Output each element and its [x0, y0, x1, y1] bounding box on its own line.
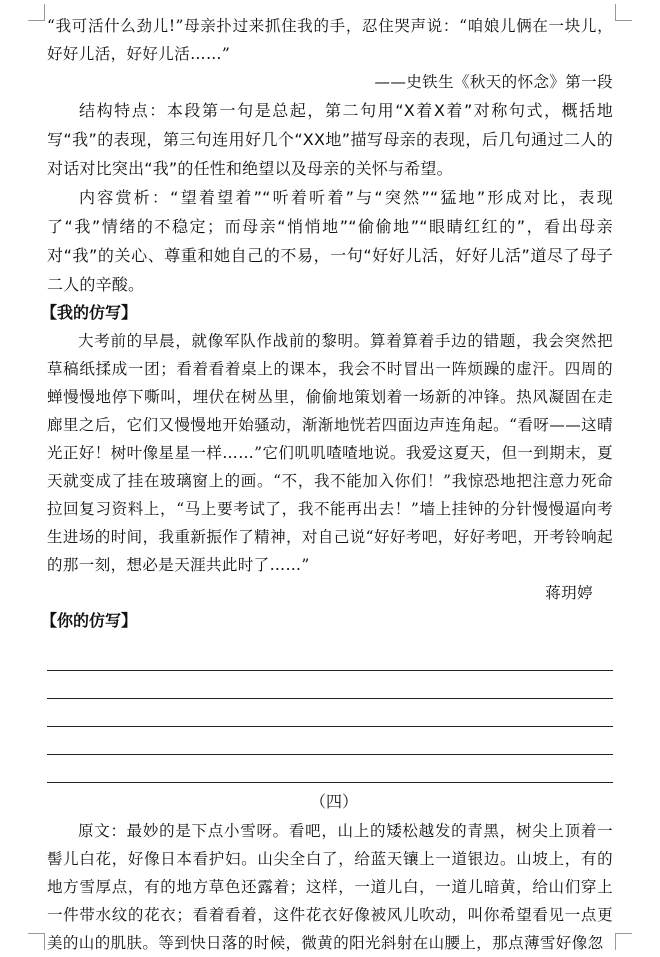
writing-line[interactable]	[47, 671, 613, 699]
quote-text: “我可活什么劲儿!”母亲扑过来抓住我的手，忍住哭声说：“咱娘儿俩在一块儿，好好儿活，好好儿活……”	[47, 17, 613, 63]
structure-note: 结构特点：本段第一句是总起，第二句用“X着X着”对称句式，概括地写“我”的表现，第三句连用好几个“XX地”描写母亲的表现，后几句通过二人的对话对比突出“我”的任性和绝望以及母亲的关怀与希望。	[47, 101, 613, 178]
document-body	[41, 12, 613, 957]
section-four-text: 原文：最妙的是下点小雪呀。看吧，山上的矮松越发的青黑，树尖上顶着一髻儿白花，好像日本看护妇。山尖全白了，给蓝天镶上一道银边。山坡上，有的地方雪厚点，有的地方草色还露着；这样，一道儿白，一道儿暗黄，给山们穿上一件带水纹的花衣；看着看着，这件花衣好像被风儿吹动，叫你希望看见一点更美的山的肌肤。等到快日落的时候，微黄的阳光斜射在山腰上，那点薄雪好像忽	[47, 822, 613, 952]
your-imitation-heading: 【你的仿写】	[41, 611, 138, 630]
page-corner-mark	[615, 933, 632, 950]
my-imitation-heading: 【我的仿写】	[41, 303, 138, 322]
writing-line[interactable]	[47, 755, 613, 783]
writing-line[interactable]	[47, 643, 613, 671]
my-imitation-text: 大考前的早晨，就像军队作战前的黎明。算着算着手边的错题，我会突然把草稿纸揉成一团；看着看着桌上的课本，我会不时冒出一阵烦躁的虚汗。四周的蝉慢慢地停下嘶叫，埋伏在树丛里，偷偷地策划着一场新的冲锋。热风凝固在走廊里之后，它们又慢慢地开始骚动，渐渐地恍若四面边声连角起。“看呀——这晴光正好！树叶像星星一样……”它们叽叽喳喳地说。我爱这夏天，但一到期末，夏天就变成了挂在玻璃窗上的画。“不，我不能加入你们！”我惊恐地把注意力死命拉回复习资料上，“马上要考试了，我不能再出去！”墙上挂钟的分针慢慢逼向考生进场的时间，我重新振作了精神，对自己说“好好考吧，好好考吧，开考铃响起的那一刻，想必是天涯共此时了……”	[47, 332, 613, 574]
my-imitation-author: 蒋玥婷	[545, 584, 593, 602]
content-note: 内容赏析：“望着望着”“听着听着”与“突然”“猛地”形成对比，表现了“我”情绪的不稳定；而母亲“悄悄地”“偷偷地”“眼睛红红的”，看出母亲对“我”的关心、尊重和她自己的不易，一句“好好儿活，好好儿活”道尽了母子二人的辛酸。	[47, 188, 613, 294]
page-corner-mark	[28, 4, 45, 21]
page-corner-mark	[615, 4, 632, 21]
writing-lines	[47, 643, 613, 783]
page-corner-mark	[28, 933, 45, 950]
section-number: （四）	[309, 792, 358, 811]
quote-attribution: ——史铁生《秋天的怀念》第一段	[374, 73, 613, 91]
writing-line[interactable]	[47, 727, 613, 755]
writing-line[interactable]	[47, 699, 613, 727]
